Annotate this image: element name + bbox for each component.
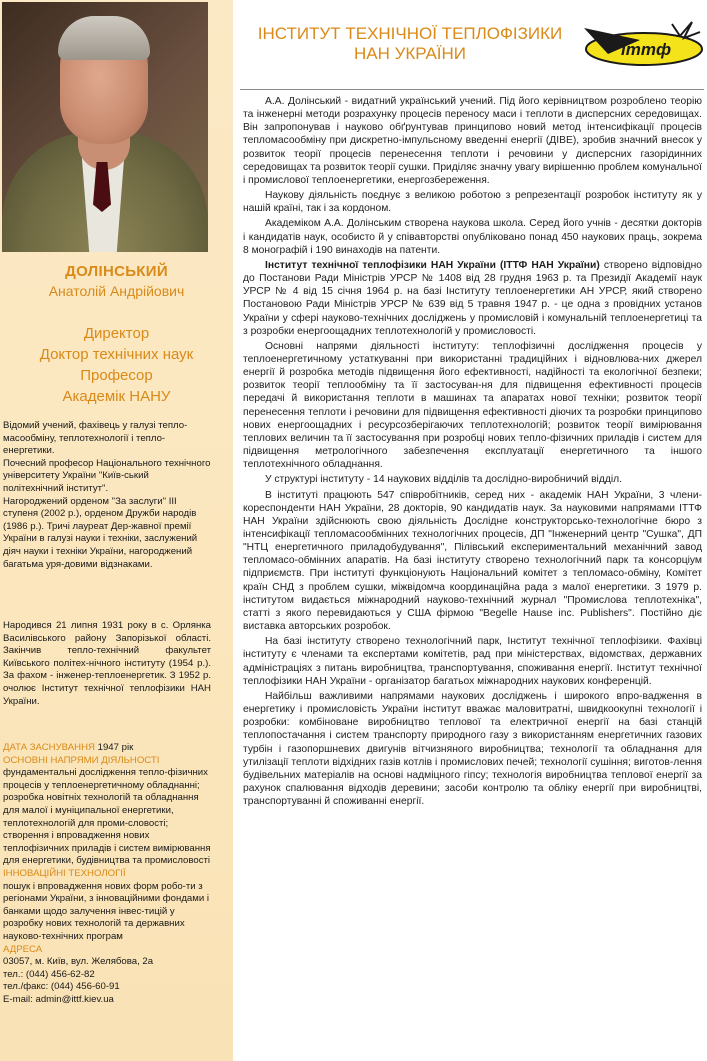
portrait-photo xyxy=(2,2,208,252)
article-paragraph: Академіком А.А. Долінським створена наукова школа. Серед його учнів - десятки докторів і кандидатів наук, особисто й у співавторстві опубліковано понад 450 наукових праць, зокрема 8 монографій і 190 винаходів на патенти. xyxy=(243,218,702,256)
founded-label: ДАТА ЗАСНУВАННЯ xyxy=(3,742,95,753)
address-label: АДРЕСА xyxy=(3,943,43,955)
article-paragraph xyxy=(243,259,702,338)
article-paragraph: Наукову діяльність поєднує з великою роботою з репрезентації розробок інституту як у нашій країні, так і за кордоном. xyxy=(243,190,702,215)
institute-title-line-1: ІНСТИТУТ ТЕХНІЧНОЇ ТЕПЛОФІЗИКИ xyxy=(257,24,563,43)
person-title-doctor: Доктор технічних наук xyxy=(39,346,194,363)
phone-fax-text: тел./факс: (044) 456-60-91 xyxy=(3,981,120,993)
article-paragraph-rest: створено відповідно до Постанови Ради Міністрів УРСР № 1408 від 28 грудня 1963 р. та Президії Академії наук УРСР № 4 від 15 січня 1964 р. на базі Інституту теплоенергетики АН УРСР, який створено Постановою Ради Міністрів УРСР № 639 від 5 травня 1947 р. - це одна з провідних установ України у сфері науково-технічних досліджень у промисловій і комунальній теплоенергетиці та з розробки енергоощадних теплотехнологій у промисловості. xyxy=(243,259,703,337)
person-surname: ДОЛІНСЬКИЙ xyxy=(65,263,168,280)
address-text: 03057, м. Київ, вул. Желябова, 2а xyxy=(3,956,154,968)
institute-name-bold: Інститут технічної теплофізики НАН України (ІТТФ НАН України) xyxy=(265,259,600,271)
person-title-professor: Професор xyxy=(80,367,153,384)
biography-awards: Відомий учений, фахівець у галузі тепло-масообміну, теплотехнології і тепло-енергетики. Почесний професор Національного технічного університету України "Київ-ський політехнічний інститут". Нагороджений орденом "За заслуги" ІІІ ступеня (2002 р.), орденом Дружби народів (1986 р.). Тричі лауреат Дер-жавної премії України в галузі науки і техніки, заслужений діяч науки і техніки України, нагороджений багатьма уря-довими відзнаками. xyxy=(3,420,211,570)
logo-text: іттф xyxy=(621,40,671,59)
ittf-logo xyxy=(580,18,705,73)
biography-birth: Народився 21 липня 1931 року в с. Орлянка Василівського району Запорізької області. Закінчив тепло-технічний факультет Київського політех-нічного інституту (1954 р.). За фахом - інженер-теплоенергетик. З 1952 р. очолює Інститут технічної теплофізики НАН України. xyxy=(3,620,211,707)
email-link[interactable]: E-mail: admin@ittf.kiev.ua xyxy=(3,993,114,1005)
person-title-academician: Академік НАНУ xyxy=(62,388,171,405)
phone-text: тел.: (044) 456-62-82 xyxy=(3,968,95,980)
article-paragraph: В інституті працюють 547 співробітників, серед них - академік НАН України, 3 члени-кореспонденти НАН України, 28 докторів, 90 кандидатів наук. За науковими напрямами ІТТФ НАН України здійснюють свою діяльність Дослідне конструкторсько-технологічне бюро з інтенсифікації тепломасообмінних технологічних процесів, ДП "Інженерний центр "Сушка", ДП "НТЦ енергетичного приладобудування", Пілівський експериментальний механічний завод тепломасо-обмінних апаратів. На базі інституту створено технологічний парк та консорціум підприємств. При інституті функціонують Національний комітет з тепломасо-обміну, Комітет країн СНД з проблем сушки, міжвідомча координаційна рада з малої енергетики. З 1979 р. інститутом видається міжнародний науково-технічний журнал "Промислова теплотехніка", статті з якого перевидаються у США фірмою "Begelle Hause inc. Publishers". Постійно діє виставка авторських розробок. xyxy=(243,489,702,633)
header-divider xyxy=(240,89,704,90)
founded-value: 1947 рік xyxy=(97,742,134,753)
innovation-text: пошук і впровадження нових форм робо-ти з регіонами України, з інноваційними фондами і банками щодо залучення інвес-тицій у розробку нових технологій та державних науково-технічних програм xyxy=(3,880,210,942)
article-paragraph: А.А. Долінський - видатний український учений. Під його керівництвом розроблено теорію та інженерні методи розрахунку процесів переносу маси і теплоти в дисперсних середовищах. Він запропонував і науково обґрунтував принципово новий метод інтенсифікації процесів тепломасообміну при дискретно-імпульсному введенні енергії (ДІВЕ), зробив значний внесок у розвиток теорії процесів перенесення теплоти і речовини у дисперсних газорідинних середовищах та розвиток теорії сушки. Приділяє значну увагу вирішенню проблем комунальної і промислової теплоенергетики, енергозбереження. xyxy=(243,96,702,186)
institute-title-line-2: НАН УКРАЇНИ xyxy=(353,44,467,63)
article-paragraph: Найбільш важливими напрямами наукових досліджень і широкого впро-вадження в енергетику і промисловість України інститут вважає маловитратні, швидкоокупні технології і розробки: комбіноване виробництво теплової та електричної енергії на базі станцій теплопостачання і систем транспорту природного газу з використанням енергетичних газових турбін і газопоршневих двигунів вітчизняного виробництва; технології та обладнання для утилізації теплоти відхідних газів котлів і промислових печей; технології сушіння; виготов-лення будівельних матеріалів на основі надміцного гіпсу; технологія виробництва теплової енергії за рахунок спалювання відходів деревини; засоби контролю та обліку енергії при виробництві, транспортуванні й споживанні енергії. xyxy=(243,690,702,808)
article-paragraph: Основні напрями діяльності інституту: теплофізичні дослідження процесів у теплоенергетичному устаткуванні при використанні традиційних і відновлюва-них джерел енергії й розробка методів підвищення його ефективності, надійності та екологічної безпеки; розвиток теорії теплообміну та її застосуван-ня для підвищення ефективності процесів передачі й використання теплоти в машинах та апаратах нової техніки; розвиток теорії перенесення теплоти і речовини для підвищення ефективності діючих та розробки принципово нових енергоощадних і ресурсозберігаючих теплотехнологій; розвиток теорії вимірювання теплових величин та її застосування при розробці нових тепло-фізичних приладів і систем для підвищення метрологічного забезпечення експлуатації енергетичного та іншого теплотехнічного обладнання. xyxy=(243,340,702,471)
innovation-label: ІННОВАЦІЙНІ ТЕХНОЛОГІЇ xyxy=(3,867,126,879)
directions-text: фундаментальні дослідження тепло-фізичних процесів у теплоенергетичному обладнанні; розробка новітніх технологій та обладнання для малої і муніципальної енергетики, теплотехнологій для проми-словості; створення і впровадження нових теплофізичних приладів і систем вимірювання для енергетики, будівництва та промисловості xyxy=(3,767,211,867)
sidebar xyxy=(0,0,233,1061)
article-body xyxy=(243,95,702,810)
institute-info xyxy=(3,742,211,1006)
person-given-names: Анатолій Андрійович xyxy=(48,283,185,299)
article-paragraph: На базі інституту створено технологічний парк, Інститут технічної теплофізики. Фахівці інституту є членами та експертами комітетів, рад при міністерствах, відомствах, державних адміністраціях з питань виробництва, транспортування, споживання енергії. Інститут технічної теплофізики НАН України - організатор багатьох міжнародних наукових конференцій. xyxy=(243,636,702,687)
article-paragraph: У структурі інституту - 14 наукових відділів та дослідно-виробничий відділ. xyxy=(265,474,623,486)
directions-label: ОСНОВНІ НАПРЯМИ ДІЯЛЬНОСТІ xyxy=(3,754,160,766)
founded-line xyxy=(3,742,211,755)
person-title-director: Директор xyxy=(83,325,150,342)
